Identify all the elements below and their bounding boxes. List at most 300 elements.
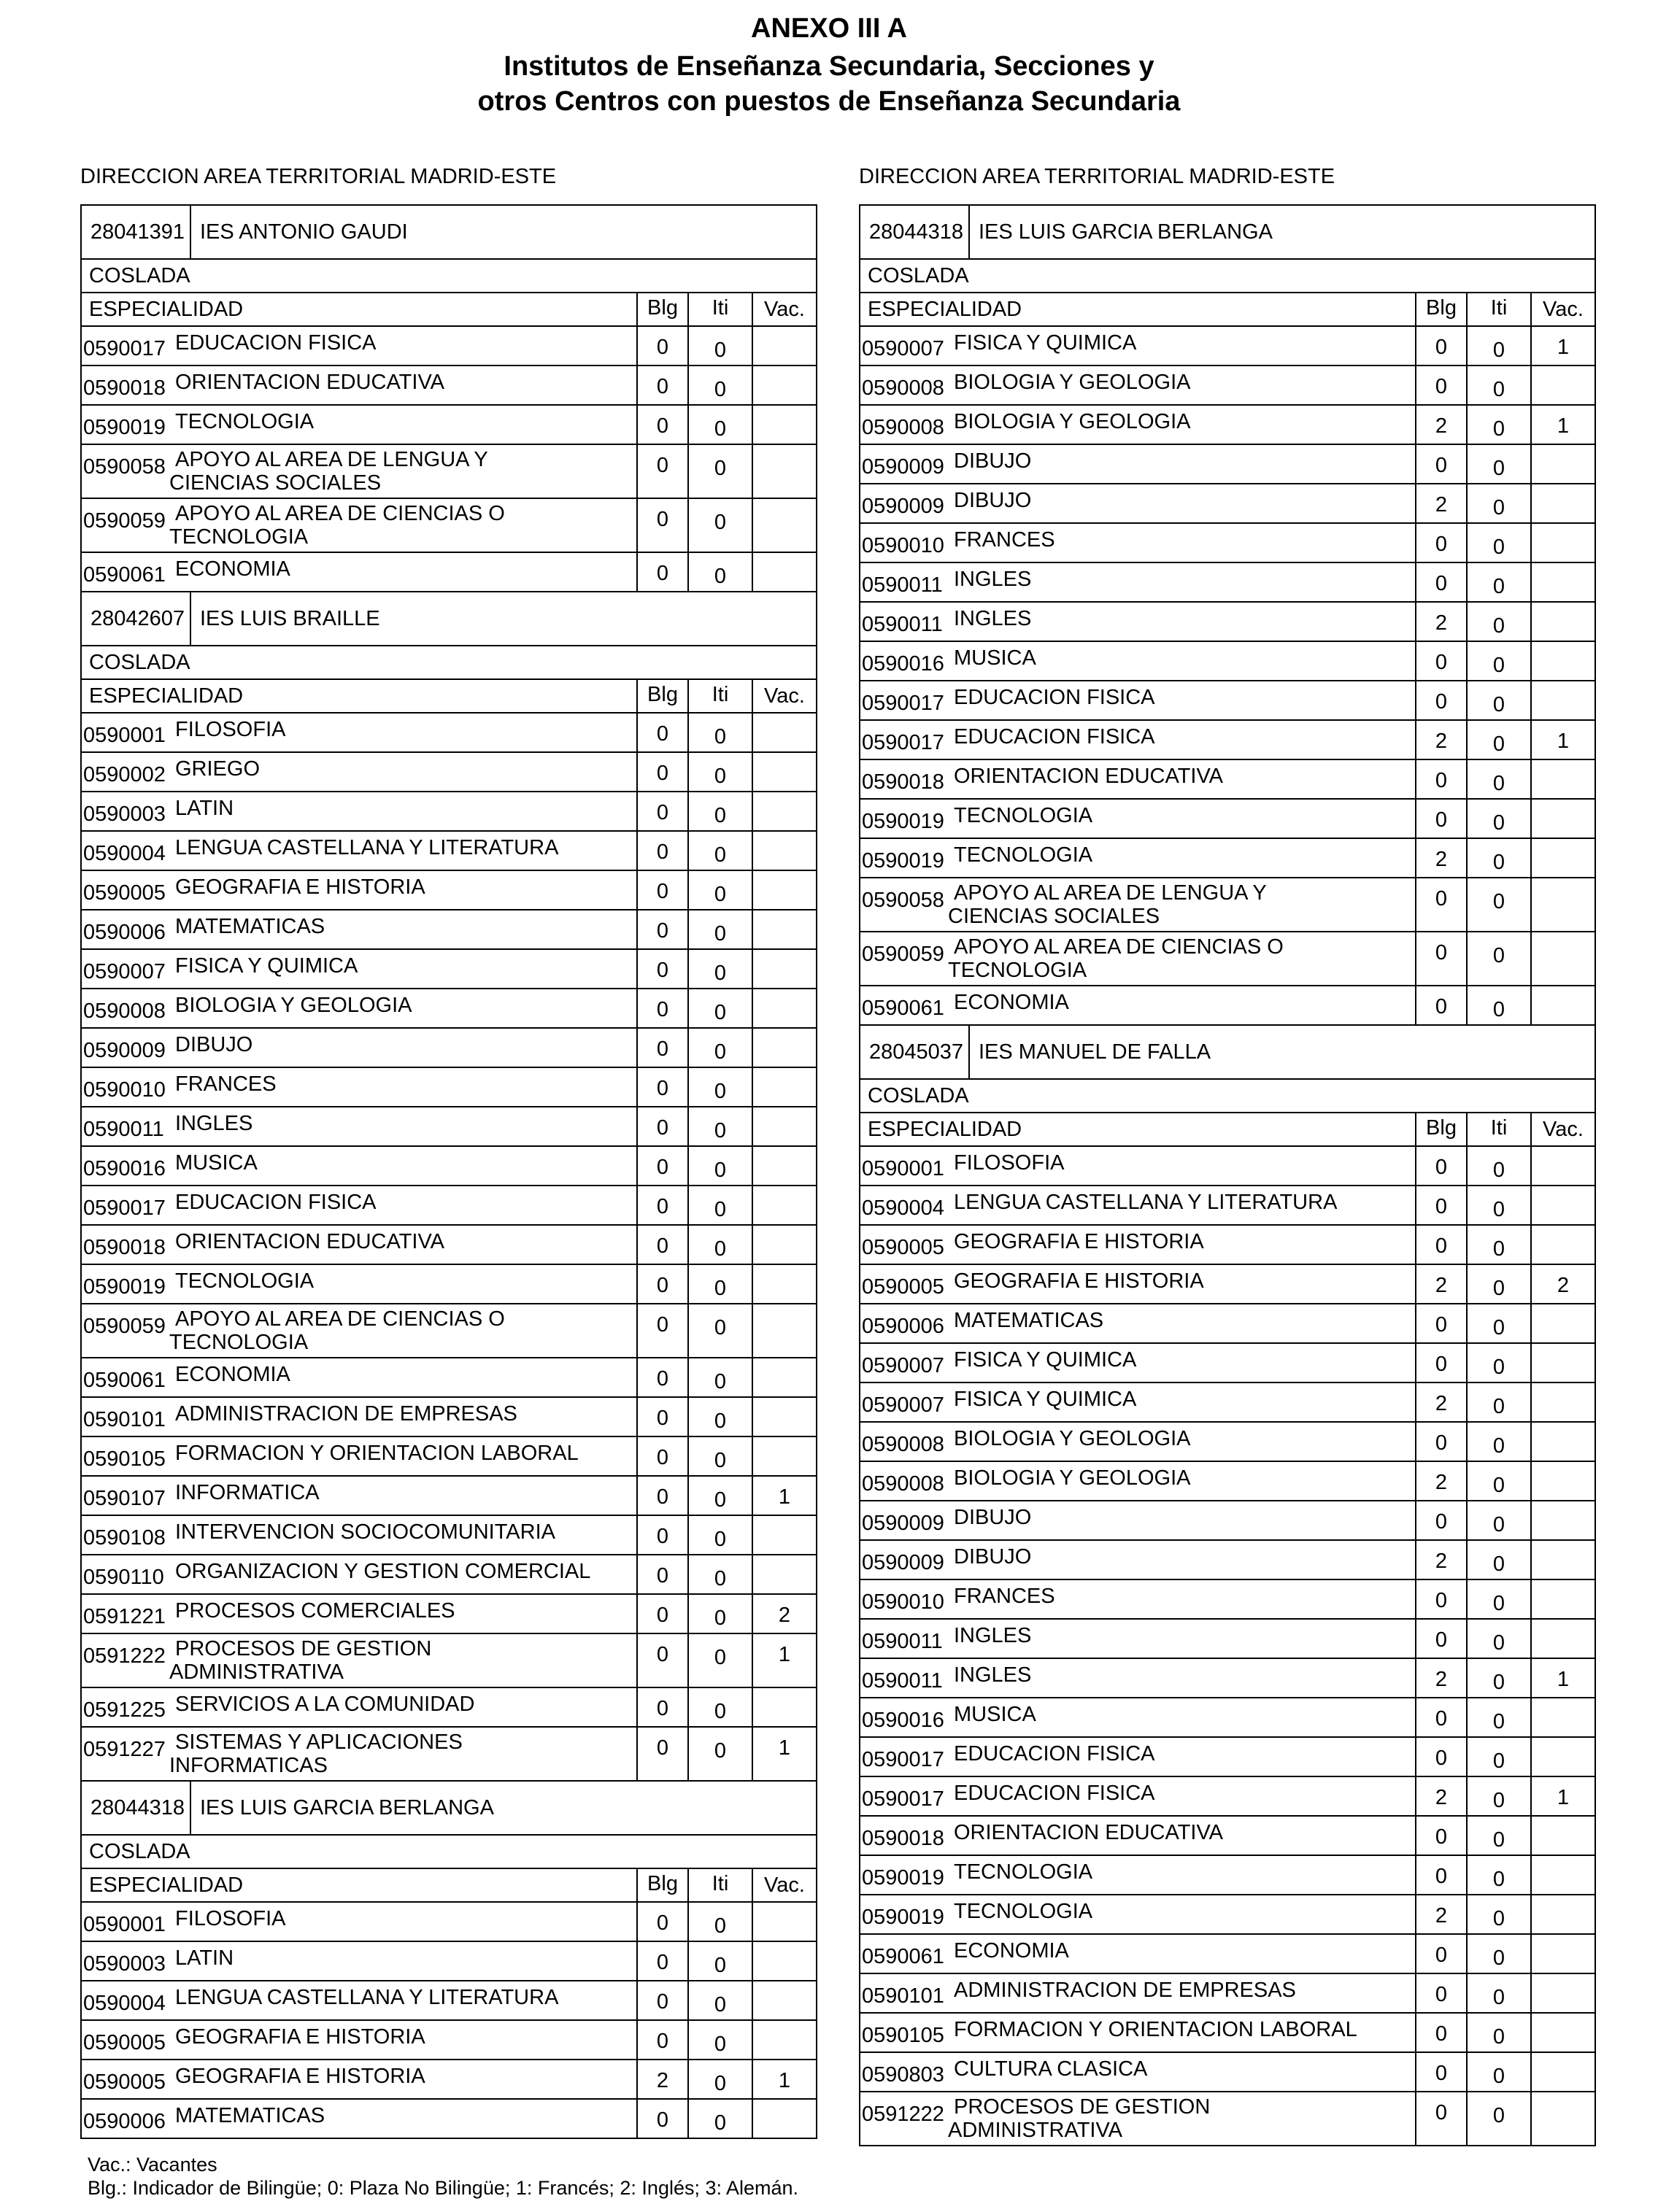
specialty-name-line: FORMACION Y ORIENTACION LABORAL (175, 1442, 579, 1465)
specialty-name (175, 994, 412, 1017)
specialty-name-line: PROCESOS COMERCIALES (175, 1599, 455, 1623)
specialty-code: 0590005 (862, 1275, 944, 1299)
specialty-cell (82, 1068, 638, 1106)
specialty-cell (860, 603, 1416, 641)
iti-value: 0 (1468, 2092, 1532, 2145)
table-row (82, 1728, 816, 1780)
specialty-code: 0590019 (862, 1906, 944, 1929)
specialty-code: 0591225 (83, 1698, 166, 1722)
specialty-code: 0590010 (862, 1590, 944, 1614)
blg-value: 0 (1416, 878, 1468, 931)
legend-vacantes: Vac.: Vacantes (88, 2154, 217, 2176)
specialty-name-line: GEOGRAFIA E HISTORIA (175, 2025, 425, 2049)
specialty-name (948, 881, 1267, 928)
specialty-cell (860, 484, 1416, 522)
specialty-name (954, 686, 1155, 709)
table-row (860, 1265, 1595, 1304)
vac-value (753, 1147, 816, 1185)
table-row (860, 445, 1595, 484)
iti-value: 0 (1468, 1659, 1532, 1697)
blg-value: 0 (1416, 760, 1468, 798)
header-especialidad: ESPECIALIDAD (860, 1113, 1416, 1145)
vac-value (753, 445, 816, 498)
table-row (82, 1634, 816, 1688)
specialty-name-line: GEOGRAFIA E HISTORIA (954, 1269, 1204, 1293)
blg-value: 0 (638, 1437, 689, 1475)
center-name: IES ANTONIO GAUDI (200, 220, 408, 244)
blg-value: 0 (1416, 524, 1468, 562)
specialty-cell (860, 1856, 1416, 1894)
specialty-name (175, 1907, 285, 1930)
specialty-name (954, 607, 1031, 630)
iti-value: 0 (1468, 1620, 1532, 1658)
specialty-name (175, 1693, 474, 1716)
specialty-cell (82, 1477, 638, 1515)
specialty-code: 0590019 (862, 810, 944, 833)
blg-value: 0 (638, 1728, 689, 1780)
iti-value: 0 (689, 445, 753, 498)
specialty-name-line: BIOLOGIA Y GEOLOGIA (954, 1466, 1191, 1490)
vac-value: 1 (778, 1485, 791, 1509)
table-row (82, 871, 816, 910)
blg-value: 0 (638, 753, 689, 791)
specialty-name-line: INGLES (954, 1624, 1032, 1647)
table-row (860, 681, 1595, 721)
iti-value: 0 (689, 1903, 753, 1941)
blg-value: 0 (638, 1068, 689, 1106)
specialty-cell (860, 1501, 1416, 1539)
specialty-name (954, 725, 1155, 749)
specialty-code: 0590011 (862, 1630, 943, 1653)
specialty-name-line: EDUCACION FISICA (954, 686, 1155, 709)
specialty-name (954, 1624, 1031, 1647)
table-row (860, 839, 1595, 878)
vac-value: 1 (1557, 414, 1570, 438)
blg-value: 0 (1416, 1304, 1468, 1342)
specialty-name (954, 2057, 1147, 2081)
specialty-name-line: TECNOLOGIA (169, 1331, 309, 1354)
center-city: COSLADA (82, 258, 816, 293)
specialty-code: 0590001 (862, 1157, 944, 1180)
iti-value: 0 (1468, 642, 1532, 680)
vac-value: 1 (778, 1643, 791, 1666)
center-code: 28044318 (860, 206, 970, 258)
specialty-cell (860, 800, 1416, 838)
specialty-name (175, 410, 314, 433)
specialty-name (175, 1520, 555, 1544)
iti-value: 0 (1468, 986, 1532, 1024)
specialty-name-line: DIBUJO (175, 1033, 253, 1056)
table-row (860, 1895, 1595, 1935)
specialty-code: 0590016 (862, 652, 944, 676)
specialty-name (175, 371, 444, 394)
specialty-code: 0590059 (83, 509, 166, 533)
specialty-cell (860, 721, 1416, 759)
specialty-code: 0590003 (83, 803, 166, 826)
blg-value: 2 (1416, 1659, 1468, 1697)
specialty-name-line: ADMINISTRACION DE EMPRESAS (954, 1979, 1296, 2002)
iti-value: 0 (689, 1186, 753, 1224)
specialty-code: 0590003 (83, 1952, 166, 1976)
specialty-cell (860, 1423, 1416, 1461)
specialty-code: 0590017 (862, 692, 944, 715)
iti-value: 0 (689, 1688, 753, 1726)
specialty-name (954, 765, 1223, 788)
table-row (82, 1555, 816, 1595)
specialty-cell (860, 1659, 1416, 1697)
table-row (860, 1777, 1595, 1817)
specialty-name-line: BIOLOGIA Y GEOLOGIA (954, 1427, 1191, 1450)
specialty-name-line: FISICA Y QUIMICA (954, 331, 1137, 355)
right-column (859, 162, 1596, 2146)
iti-value: 0 (1468, 1738, 1532, 1776)
specialty-code: 0590007 (83, 960, 166, 983)
iti-value: 0 (689, 871, 753, 909)
iti-value: 0 (1468, 760, 1532, 798)
specialty-code: 0590016 (83, 1157, 166, 1180)
specialty-name (954, 1269, 1204, 1293)
specialty-name-line: TECNOLOGIA (954, 1860, 1093, 1884)
iti-value: 0 (1468, 1186, 1532, 1224)
specialty-name-line: MUSICA (954, 1703, 1036, 1726)
blg-value: 0 (638, 714, 689, 751)
specialty-cell (860, 1186, 1416, 1224)
specialty-name-line: APOYO AL AREA DE CIENCIAS O (175, 502, 505, 525)
specialty-cell (82, 2100, 638, 2138)
specialty-cell (860, 1265, 1416, 1303)
center-name: IES LUIS GARCIA BERLANGA (200, 1796, 494, 1820)
blg-value: 0 (638, 1942, 689, 1980)
vac-value (753, 1942, 816, 1980)
specialty-code: 0590008 (862, 1472, 944, 1496)
specialty-code: 0590061 (83, 563, 166, 587)
specialty-code: 0590059 (862, 943, 944, 966)
vac-value (1532, 1304, 1595, 1342)
specialty-name-line: MATEMATICAS (175, 2104, 325, 2127)
specialty-name-line: INFORMATICAS (169, 1754, 328, 1777)
iti-value: 0 (1468, 1541, 1532, 1579)
blg-value: 0 (1416, 2014, 1468, 2051)
specialty-code: 0590005 (83, 881, 166, 905)
specialty-code: 0590017 (83, 1196, 166, 1220)
specialty-code: 0590105 (83, 1447, 166, 1471)
table-row (860, 2092, 1595, 2145)
specialty-cell (860, 1580, 1416, 1618)
specialty-name (175, 1072, 277, 1096)
specialty-cell (860, 2053, 1416, 2091)
specialty-cell (860, 445, 1416, 483)
iti-value: 0 (1468, 1304, 1532, 1342)
column-headers (82, 680, 816, 714)
table-row (860, 1383, 1595, 1423)
specialty-code: 0590009 (862, 1551, 944, 1574)
vac-value (1532, 1895, 1595, 1933)
table-row (82, 910, 816, 950)
iti-value: 0 (689, 1981, 753, 2019)
iti-value: 0 (1468, 1226, 1532, 1264)
specialty-name-line: FRANCES (175, 1072, 277, 1096)
specialty-cell (860, 1147, 1416, 1185)
vac-value (753, 1107, 816, 1145)
iti-value: 0 (1468, 1895, 1532, 1933)
center-block (80, 204, 817, 591)
header-blg: Blg (638, 293, 689, 325)
iti-value: 0 (689, 1634, 753, 1687)
table-row (860, 1974, 1595, 2014)
table-row (82, 1981, 816, 2021)
specialty-name-line: PROCESOS DE GESTION (954, 2095, 1211, 2119)
specialty-code: 0590009 (862, 495, 944, 518)
iti-value: 0 (689, 1555, 753, 1593)
iti-value: 0 (1468, 932, 1532, 985)
specialty-cell (860, 1304, 1416, 1342)
specialty-name-line: ADMINISTRATIVA (948, 2119, 1122, 2142)
specialty-cell (82, 1634, 638, 1687)
blg-value: 2 (1416, 1383, 1468, 1421)
specialty-name-line: SISTEMAS Y APLICACIONES (175, 1730, 463, 1754)
blg-value: 0 (638, 553, 689, 591)
vac-value (753, 1555, 816, 1593)
iti-value: 0 (689, 1942, 753, 1980)
specialty-cell (82, 1029, 638, 1067)
vac-value (1532, 1974, 1595, 2012)
specialty-cell (860, 1462, 1416, 1500)
blg-value: 0 (1416, 1147, 1468, 1185)
iti-value: 0 (1468, 603, 1532, 641)
iti-value: 0 (689, 1437, 753, 1475)
table-row (82, 1304, 816, 1358)
annex-title: ANEXO III A (751, 13, 907, 44)
table-row (82, 327, 816, 366)
specialty-name (169, 1637, 432, 1684)
specialty-name-line: FISICA Y QUIMICA (954, 1388, 1137, 1411)
header-especialidad: ESPECIALIDAD (82, 293, 638, 325)
vac-value (1532, 1462, 1595, 1500)
table-row (82, 714, 816, 753)
vac-value (753, 1516, 816, 1554)
specialty-name (954, 1742, 1155, 1766)
specialty-cell (82, 1981, 638, 2019)
blg-value: 0 (638, 1595, 689, 1633)
table-row (82, 2100, 816, 2138)
specialty-code: 0590059 (83, 1315, 166, 1338)
specialty-name (175, 1112, 252, 1135)
iti-value: 0 (689, 1107, 753, 1145)
vac-value: 1 (778, 1736, 791, 1760)
specialty-name (954, 528, 1055, 552)
table-row (82, 1029, 816, 1068)
table-row (860, 1856, 1595, 1895)
specialty-name-line: FRANCES (954, 528, 1055, 552)
specialty-rows (82, 714, 816, 1780)
blg-value: 0 (1416, 327, 1468, 365)
specialty-name (954, 1506, 1031, 1529)
table-row (82, 1477, 816, 1516)
blg-value: 0 (1416, 2092, 1468, 2145)
blg-value: 0 (638, 1226, 689, 1264)
specialty-name (175, 2104, 325, 2127)
specialty-code: 0591222 (83, 1644, 166, 1668)
specialty-name-line: EDUCACION FISICA (954, 1782, 1155, 1805)
table-row (82, 499, 816, 553)
specialty-cell (82, 553, 638, 591)
vac-value (753, 871, 816, 909)
specialty-cell (82, 1398, 638, 1436)
table-row (860, 1226, 1595, 1265)
vac-value (1532, 760, 1595, 798)
center-city: COSLADA (82, 1834, 816, 1869)
specialty-name-line: APOYO AL AREA DE LENGUA Y (175, 448, 488, 471)
specialty-rows (860, 1147, 1595, 2145)
blg-value: 0 (638, 1477, 689, 1515)
blg-value: 0 (638, 2021, 689, 2059)
specialty-code: 0590008 (862, 416, 944, 439)
vac-value (1532, 800, 1595, 838)
vac-value (753, 2100, 816, 2138)
specialty-cell (82, 327, 638, 365)
specialty-code: 0590019 (862, 1866, 944, 1890)
specialty-name (175, 1269, 314, 1293)
specialty-name (948, 935, 1284, 982)
blg-value: 0 (638, 1358, 689, 1396)
vac-value (753, 553, 816, 591)
specialty-name-line: LATIN (175, 797, 234, 820)
specialty-cell (82, 366, 638, 404)
header-especialidad: ESPECIALIDAD (860, 293, 1416, 325)
blg-value: 0 (1416, 1856, 1468, 1894)
table-row (82, 1186, 816, 1226)
blg-value: 0 (638, 1107, 689, 1145)
specialty-cell (82, 2021, 638, 2059)
specialty-cell (860, 366, 1416, 404)
specialty-name (175, 1191, 377, 1214)
iti-value: 0 (1468, 1383, 1532, 1421)
blg-value: 0 (638, 1186, 689, 1224)
specialty-cell (860, 2014, 1416, 2051)
blg-value: 2 (1416, 839, 1468, 877)
vac-value (1532, 445, 1595, 483)
blg-value: 0 (1416, 1226, 1468, 1264)
specialty-name (175, 1363, 290, 1386)
specialty-name (954, 1309, 1103, 1332)
iti-value: 0 (689, 327, 753, 365)
specialty-cell (82, 792, 638, 830)
blg-value: 0 (1416, 642, 1468, 680)
header-vac: Vac. (1543, 1118, 1584, 1141)
specialty-code: 0590018 (862, 1827, 944, 1850)
specialty-code: 0590101 (83, 1408, 166, 1431)
header-iti: Iti (1468, 1113, 1532, 1145)
iti-value: 0 (689, 1147, 753, 1185)
iti-value: 0 (689, 553, 753, 591)
header-iti: Iti (689, 293, 753, 325)
specialty-code: 0590005 (83, 2070, 166, 2094)
header-blg: Blg (1416, 293, 1468, 325)
specialty-cell (82, 1555, 638, 1593)
annex-subtitle-line1: Institutos de Enseñanza Secundaria, Secciones y (504, 51, 1154, 82)
iti-value: 0 (1468, 563, 1532, 601)
specialty-name-line: EDUCACION FISICA (954, 1742, 1155, 1766)
blg-value: 0 (1416, 1817, 1468, 1855)
vac-value (1532, 878, 1595, 931)
specialty-name (175, 2065, 425, 2088)
table-row (82, 1226, 816, 1265)
vac-value (753, 499, 816, 552)
blg-value: 0 (638, 445, 689, 498)
specialty-name (954, 331, 1136, 355)
specialty-name-line: CIENCIAS SOCIALES (169, 471, 382, 495)
specialty-code: 0591221 (83, 1605, 166, 1628)
specialty-code: 0590058 (83, 455, 166, 479)
table-row (860, 1541, 1595, 1580)
iti-value: 0 (689, 1595, 753, 1633)
blg-value: 0 (638, 792, 689, 830)
blg-value: 0 (1416, 681, 1468, 719)
blg-value: 0 (638, 1634, 689, 1687)
iti-value: 0 (689, 2060, 753, 2098)
header-vac: Vac. (1543, 298, 1584, 321)
specialty-name (169, 1307, 505, 1354)
specialty-name-line: ORGANIZACION Y GESTION COMERCIAL (175, 1560, 591, 1583)
vac-value (753, 714, 816, 751)
specialty-cell (82, 2060, 638, 2098)
specialty-cell (82, 1304, 638, 1357)
specialty-name (954, 489, 1031, 512)
specialty-name (954, 1388, 1136, 1411)
blg-value: 2 (1416, 406, 1468, 444)
center-header (860, 204, 1595, 258)
specialty-cell (860, 1817, 1416, 1855)
specialty-name (954, 804, 1092, 827)
iti-value: 0 (689, 1029, 753, 1067)
specialty-name-line: INGLES (175, 1112, 253, 1135)
specialty-name (175, 797, 234, 820)
vac-value (753, 832, 816, 870)
iti-value: 0 (1468, 2014, 1532, 2051)
vac-value (753, 406, 816, 444)
blg-value: 0 (1416, 1974, 1468, 2012)
table-row (860, 2053, 1595, 2092)
vac-value (753, 1265, 816, 1303)
specialty-code: 0590010 (862, 534, 944, 557)
vac-value (1532, 839, 1595, 877)
header-vac: Vac. (764, 1873, 805, 1897)
specialty-name (175, 557, 290, 581)
specialty-name-line: CIENCIAS SOCIALES (948, 905, 1160, 928)
table-row (860, 1738, 1595, 1777)
column-headers (860, 1113, 1595, 1147)
specialty-code: 0590107 (83, 1487, 166, 1510)
specialty-name-line: INGLES (954, 1663, 1032, 1687)
specialty-code: 0590016 (862, 1709, 944, 1732)
specialty-name-line: FILOSOFIA (175, 718, 286, 741)
center-block (859, 1024, 1596, 2146)
specialty-name (175, 915, 325, 938)
table-row (82, 366, 816, 406)
iti-value: 0 (689, 406, 753, 444)
specialty-cell (82, 1358, 638, 1396)
specialty-name (175, 1599, 455, 1623)
specialty-cell (82, 910, 638, 948)
specialty-name (954, 371, 1191, 394)
header-blg: Blg (638, 680, 689, 712)
iti-value: 0 (689, 366, 753, 404)
table-row (860, 878, 1595, 932)
vac-value (753, 2021, 816, 2059)
vac-value (1532, 603, 1595, 641)
table-row (860, 1344, 1595, 1383)
specialty-cell (860, 760, 1416, 798)
